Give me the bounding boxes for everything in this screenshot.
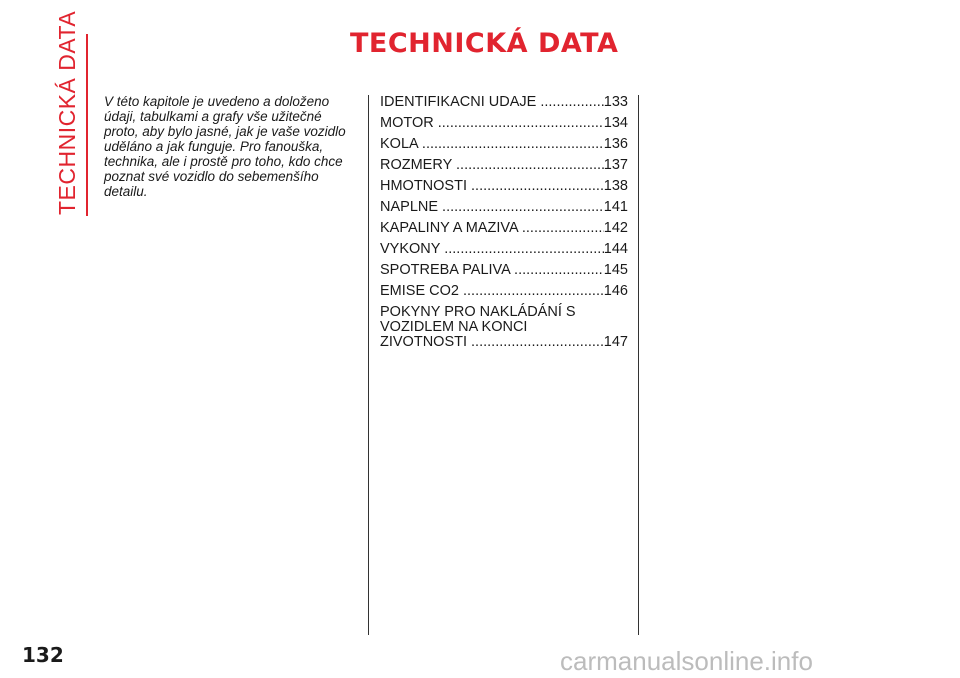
toc-entry-page: 137 (603, 157, 628, 173)
toc-entry[interactable] (380, 158, 628, 173)
toc-entry-label-line: POKYNY PRO NAKLÁDÁNÍ S (380, 304, 576, 320)
toc-entry[interactable] (380, 242, 628, 257)
toc-entry-label-line: VOZIDLEM NA KONCI (380, 319, 528, 335)
toc-entry[interactable] (380, 263, 628, 278)
toc-entry-label: EMISE CO2 ..... (380, 284, 604, 299)
toc-entry-page: 136 (603, 136, 628, 152)
toc-entry-page: 133 (603, 94, 628, 110)
toc-entry-label: MOTOR ..... (380, 116, 604, 131)
toc-entry[interactable] (380, 137, 628, 152)
toc-entry-page: 145 (603, 262, 628, 278)
toc-entry[interactable] (380, 305, 628, 350)
toc-entry-page: 147 (603, 334, 628, 350)
column-divider-right (638, 95, 639, 635)
page-title: TECHNICKÁ DATA (350, 28, 619, 59)
toc-entry[interactable] (380, 116, 628, 131)
table-of-contents (380, 95, 628, 356)
toc-entry[interactable] (380, 284, 628, 299)
chapter-intro: V této kapitole je uvedeno a doloženo údaji, tabulkami a grafy vše užitečné proto, aby bylo jasné, jak je vaše vozidlo uděláno a jak funguje. Pro fanouška, technika, ale i prostě pro toho, kdo chce poznat své vozidlo do sebemenšího detailu. (104, 94, 346, 199)
toc-entry[interactable] (380, 95, 628, 110)
toc-entry-label: SPOTŘEBA PALIVA ..... (380, 263, 604, 278)
toc-entry-label: NÁPLNĚ ..... (380, 200, 604, 215)
side-accent-rule (86, 34, 88, 216)
toc-entry-page: 138 (603, 178, 628, 194)
watermark: carmanualsonline.info (560, 646, 813, 676)
toc-entry-page: 134 (603, 115, 628, 131)
toc-entry-page: 144 (603, 241, 628, 257)
column-divider-left (368, 95, 369, 635)
toc-entry-page: 146 (603, 283, 628, 299)
page-number: 132 (22, 643, 64, 667)
toc-entry-label: ŽIVOTNOSTI ..... (380, 335, 604, 350)
toc-entry[interactable] (380, 200, 628, 215)
toc-entry-page: 142 (603, 220, 628, 236)
toc-entry-label: ROZMĚRY ..... (380, 158, 604, 173)
toc-entry[interactable] (380, 221, 628, 236)
side-section-title: TECHNICKÁ DATA (54, 10, 80, 215)
toc-entry-label: KOLA ..... (380, 137, 604, 152)
toc-entry-label: VÝKONY ..... (380, 242, 604, 257)
toc-entry-label: HMOTNOSTI ..... (380, 179, 604, 194)
toc-entry-label: KAPALINY A MAZIVA ..... (380, 221, 604, 236)
toc-entry-label: IDENTIFIKAČNÍ ÚDAJE ..... (380, 95, 604, 110)
toc-entry[interactable] (380, 179, 628, 194)
toc-entry-page: 141 (603, 199, 628, 215)
